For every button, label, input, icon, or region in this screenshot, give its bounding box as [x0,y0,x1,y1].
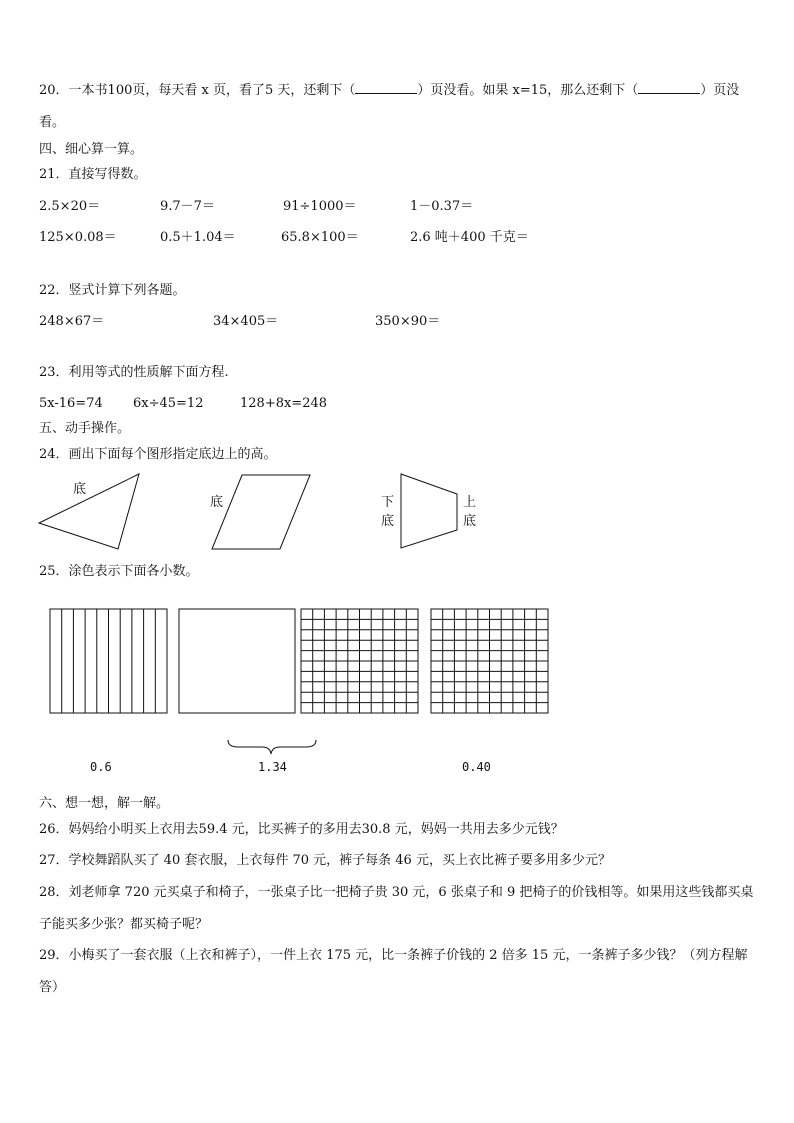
trapezoid-lower-base-label-1: 下 [381,495,395,510]
q23-item: 6x÷45=12 [133,396,204,411]
question-22-title: 22．竖式计算下列各题。 [39,283,186,298]
triangle-shape[interactable] [39,474,139,549]
trapezoid-upper-base-label-2: 底 [463,514,477,529]
grid-label: 1.34 [258,760,287,774]
question-27: 27．学校舞蹈队买了 40 套衣服，上衣每件 70 元，裤子每条 46 元，买上衣比裤子要多用多少元？ [39,853,611,868]
q22-item: 350×90＝ [375,314,441,329]
question-26: 26．妈妈给小明买上衣用去59.4 元，比买裤子的多用去30.8 元，妈妈一共用去多少元钱？ [39,822,564,837]
trapezoid-lower-base-label-2: 底 [381,514,395,529]
question-28: 28．刘老师拿 720 元买桌子和椅子，一张桌子比一把椅子贵 30 元，6 张桌子和 9 把椅子的价钱相等。如果用这些钱都买桌子能买多少张？都买椅子呢？ [39,885,754,932]
q20-text-2: ）页没看。如果 x=15，那么还剩下（ [417,83,639,98]
q21-item: 125×0.08＝ [39,230,117,245]
hundred-grid[interactable] [301,609,418,713]
q23-item: 128+8x=248 [240,396,328,411]
question-20 [39,75,757,139]
q21-item: 91÷1000＝ [283,199,357,214]
q23-item: 5x-16=74 [39,396,103,411]
answer-blank-1[interactable] [355,81,417,94]
q21-item: 1－0.37＝ [410,199,474,214]
section-4-heading: 四、细心算一算。 [39,142,144,157]
question-25-title: 25．涂色表示下面各小数。 [39,564,199,579]
grid-label: 0.40 [462,760,491,774]
triangle-base-label: 底 [73,482,87,497]
parallelogram-base-label: 底 [210,495,224,510]
decimal-grids [0,600,794,740]
section-5-heading: 五、动手操作。 [39,421,131,436]
q20-text-1: 20．一本书100页，每天看 x 页，看了5 天，还剩下（ [39,83,356,98]
answer-blank-2[interactable] [638,81,700,94]
parallelogram-shape[interactable] [212,475,310,549]
question-24-title: 24．画出下面每个图形指定底边上的高。 [39,447,277,462]
q21-item: 2.6 吨＋400 千克＝ [410,230,529,245]
question-21-title: 21．直接写得数。 [39,167,147,182]
question-23-title: 23．利用等式的性质解下面方程. [39,365,229,380]
grid-label: 0.6 [90,760,112,774]
trapezoid-shape[interactable] [401,474,457,548]
q21-item: 2.5×20＝ [39,199,101,214]
whole-square[interactable] [179,609,295,713]
q21-item: 0.5＋1.04＝ [160,230,236,245]
trapezoid-upper-base-label-1: 上 [463,495,477,510]
q22-item: 248×67＝ [39,314,105,329]
hundred-grid[interactable] [431,609,548,713]
question-29: 29．小梅买了一套衣服（上衣和裤子），一件上衣 175 元，比一条裤子价钱的 2 倍多 15 元，一条裤子多少钱？（列方程解答） [39,948,748,995]
q21-item: 9.7－7＝ [160,199,215,214]
q21-item: 65.8×100＝ [281,230,359,245]
q24-figures [0,470,794,560]
q20-text-3: ）页没看。 [39,83,740,130]
q22-item: 34×405＝ [213,314,279,329]
section-6-heading: 六、想一想，解一解。 [39,796,170,811]
strip-square-0-6[interactable] [50,609,167,713]
brace [228,740,316,754]
